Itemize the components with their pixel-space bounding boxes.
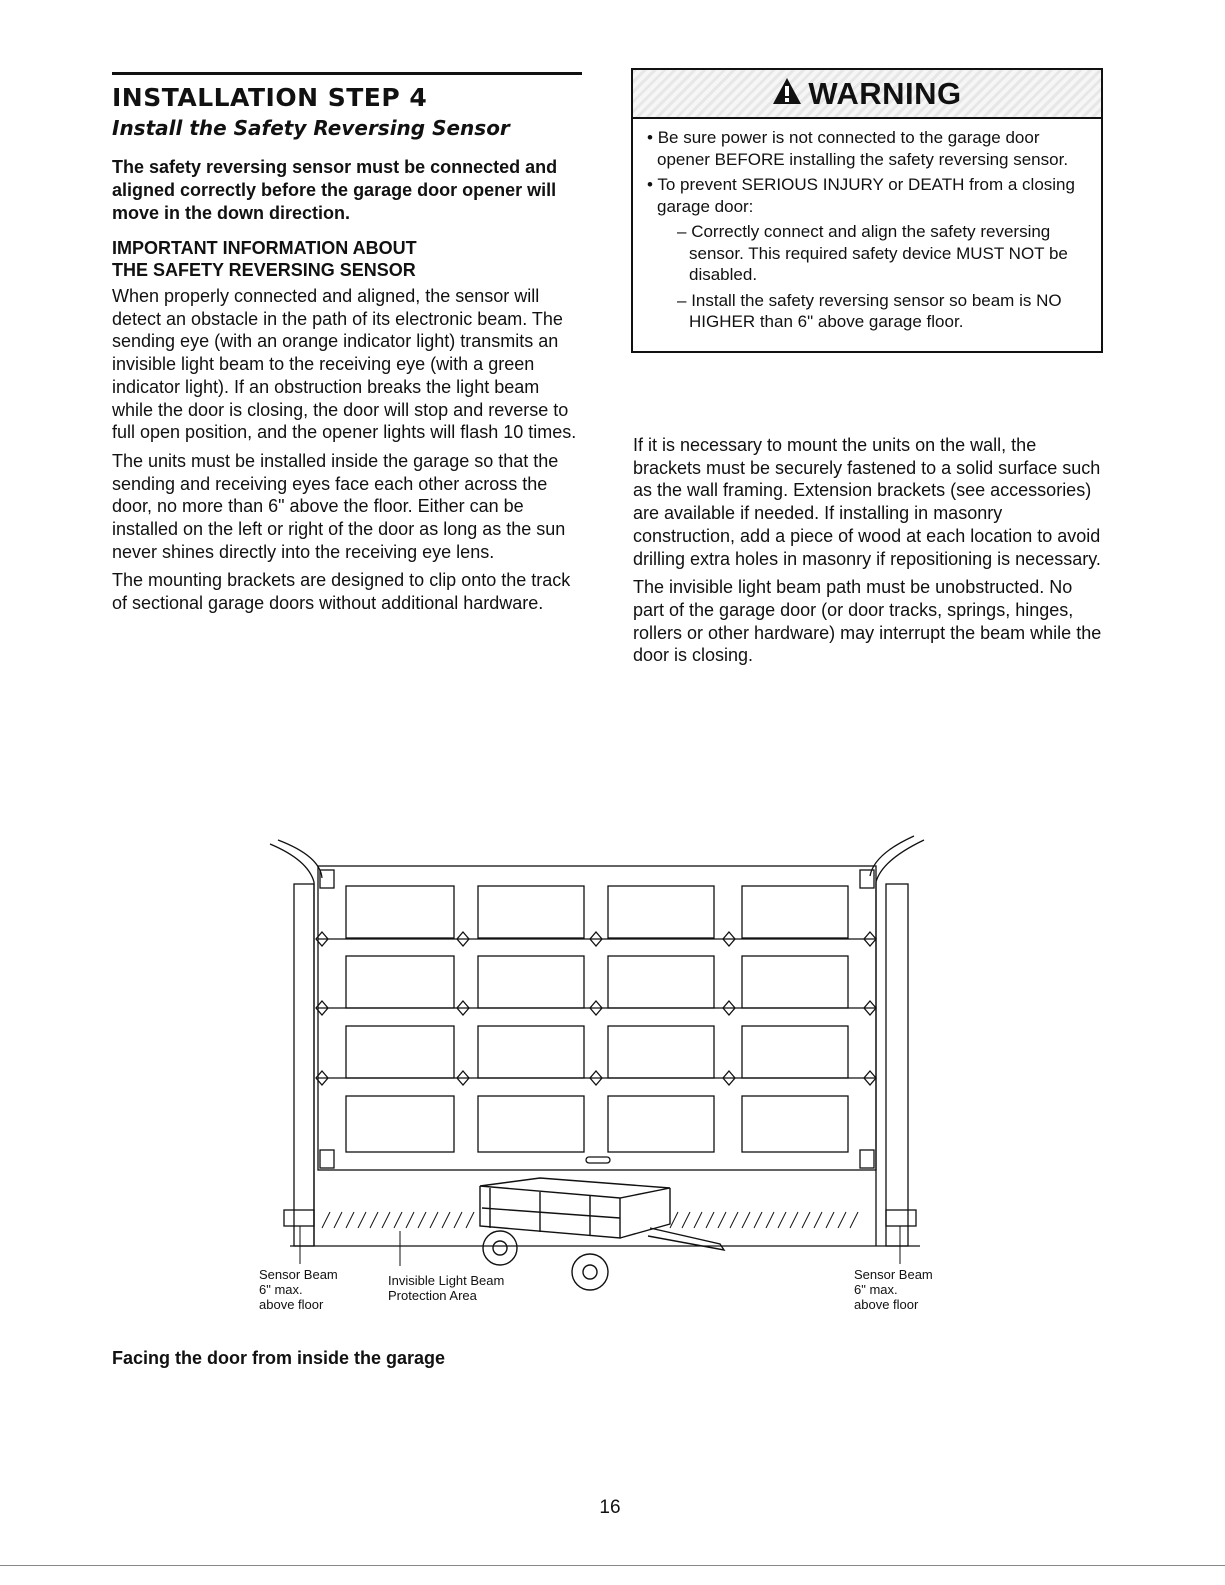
beam-path-paragraph: The invisible light beam path must be unobstructed. No part of the garage door (or door tracks, springs, hinges, rollers or other hardware) may interrupt the beam while the door is closing. <box>633 577 1102 666</box>
warning-bullet-1: • Be sure power is not connected to the garage door opener BEFORE installing the safety reversing sensor. <box>647 128 1069 169</box>
warning-triangle-icon <box>772 77 802 110</box>
garage-door-drawing <box>250 826 970 1326</box>
right-sensor-label: Sensor Beam 6" max. above floor <box>854 1267 933 1312</box>
important-paragraph-3: The mounting brackets are designed to clip onto the track of sectional garage doors without additional hardware. <box>112 570 571 614</box>
door-windows <box>346 886 848 1152</box>
page-number: 16 <box>599 1497 621 1518</box>
warning-header <box>633 70 1101 119</box>
left-sensor <box>284 1210 314 1226</box>
wall-mount-paragraph: If it is necessary to mount the units on the wall, the brackets must be securely fastened to a solid surface such as the wall framing. Extension brackets (see accessories) are available if needed. If installing in masonry construction, add a piece of wood at each location to avoid drilling extra holes in masonry if repositioning is necessary. <box>633 435 1101 569</box>
right-sensor <box>886 1210 916 1226</box>
important-paragraph-1: When properly connected and aligned, the sensor will detect an obstacle in the path of its electronic beam. The sending eye (with an orange indicator light) transmits an invisible light beam to the receiving eye (with a green indicator light). If an obstruction breaks the light beam while the door is closing, the door will stop and reverse to full open position, and the opener lights will flash 10 times. <box>112 286 577 443</box>
left-sensor-label: Sensor Beam 6" max. above floor <box>259 1267 338 1312</box>
page-bottom-rule <box>0 1565 1225 1566</box>
beam-area-label: Invisible Light Beam Protection Area <box>388 1273 505 1303</box>
important-heading-line1: IMPORTANT INFORMATION ABOUT <box>112 238 417 258</box>
figure-caption: Facing the door from inside the garage <box>112 1348 446 1368</box>
warning-bullet-2: • To prevent SERIOUS INJURY or DEATH from a closing garage door: <box>647 175 1075 216</box>
warning-label: WARNING <box>808 75 962 111</box>
important-paragraph-2: The units must be installed inside the garage so that the sending and receiving eyes face each other across the door, no more than 6" above the floor. Either can be installed on the left or right of the door as long as the sun never shines directly into the receiving eye lens. <box>112 450 566 562</box>
step-subtitle: Install the Safety Reversing Sensor <box>112 116 510 140</box>
left-column <box>112 72 582 615</box>
right-column <box>633 434 1103 667</box>
warning-box <box>631 68 1103 353</box>
title-rule <box>112 72 582 75</box>
important-heading <box>112 237 582 281</box>
warning-list <box>633 119 1101 333</box>
warning-subitem-1: – Correctly connect and align the safety reversing sensor. This required safety device MUST NOT be disabled. <box>677 222 1068 284</box>
step-title: INSTALLATION STEP 4 <box>112 83 428 112</box>
garage-door-illustration <box>250 826 970 1326</box>
wagon-obstruction <box>480 1178 724 1290</box>
intro-paragraph: The safety reversing sensor must be connected and aligned correctly before the garage door opener will move in the down direction. <box>112 157 558 223</box>
warning-subitem-2: – Install the safety reversing sensor so beam is NO HIGHER than 6" above garage floor. <box>677 290 1062 331</box>
important-heading-line2: THE SAFETY REVERSING SENSOR <box>112 260 416 280</box>
